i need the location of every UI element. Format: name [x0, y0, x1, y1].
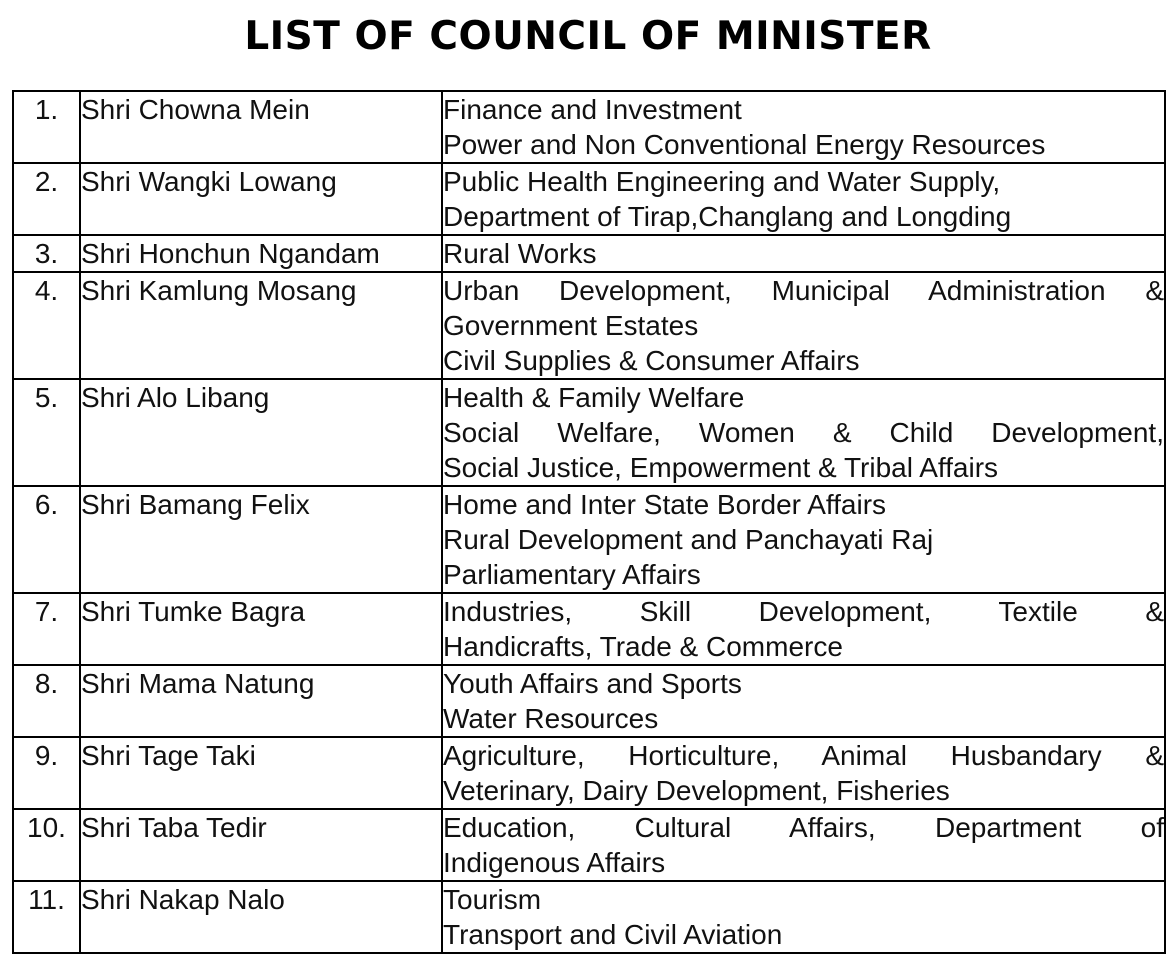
portfolio-cell	[442, 593, 1165, 665]
table-row	[13, 809, 1165, 881]
portfolio-cell	[442, 809, 1165, 881]
portfolio-line: Rural Works	[443, 238, 597, 269]
portfolio-line: Department of Tirap,Changlang and Longding	[443, 201, 1012, 232]
portfolio-line: Public Health Engineering and Water Supply,	[443, 166, 1001, 197]
page-title: LIST OF COUNCIL OF MINISTER	[244, 14, 932, 59]
table-row	[13, 163, 1165, 235]
portfolio-line: Education, Cultural Affairs, Department of	[443, 812, 1164, 843]
portfolio-cell	[442, 91, 1165, 163]
serial-number-cell: 10.	[13, 809, 80, 881]
minister-name-cell: Shri Taba Tedir	[80, 809, 442, 881]
portfolio-line: Parliamentary Affairs	[443, 559, 701, 590]
portfolio-line: Youth Affairs and Sports	[443, 668, 742, 699]
portfolio-line: Power and Non Conventional Energy Resources	[443, 129, 1046, 160]
minister-name-cell: Shri Tumke Bagra	[80, 593, 442, 665]
serial-number-cell: 6.	[13, 486, 80, 593]
table-row	[13, 486, 1165, 593]
portfolio-cell	[442, 163, 1165, 235]
portfolio-line: Transport and Civil Aviation	[443, 919, 783, 950]
minister-name-cell: Shri Mama Natung	[80, 665, 442, 737]
table-body	[13, 91, 1165, 953]
portfolio-line: Industries, Skill Development, Textile &	[443, 596, 1164, 627]
portfolio-line: Social Justice, Empowerment & Tribal Affairs	[443, 452, 999, 483]
portfolio-line: Indigenous Affairs	[443, 847, 666, 878]
serial-number-cell: 5.	[13, 379, 80, 486]
portfolio-cell	[442, 737, 1165, 809]
portfolio-line: Home and Inter State Border Affairs	[443, 489, 887, 520]
portfolio-line: Handicrafts, Trade & Commerce	[443, 631, 843, 662]
table-row	[13, 665, 1165, 737]
serial-number-cell: 11.	[13, 881, 80, 953]
council-of-ministers-table	[12, 90, 1166, 954]
minister-name-cell: Shri Wangki Lowang	[80, 163, 442, 235]
portfolio-line: Finance and Investment	[443, 94, 742, 125]
portfolio-line: Government Estates	[443, 310, 699, 341]
minister-name-cell: Shri Nakap Nalo	[80, 881, 442, 953]
minister-name-cell: Shri Chowna Mein	[80, 91, 442, 163]
table-row	[13, 881, 1165, 953]
table-row	[13, 91, 1165, 163]
serial-number-cell: 7.	[13, 593, 80, 665]
portfolio-cell	[442, 665, 1165, 737]
minister-name-cell: Shri Bamang Felix	[80, 486, 442, 593]
portfolio-cell	[442, 379, 1165, 486]
serial-number-cell: 1.	[13, 91, 80, 163]
portfolio-line: Agriculture, Horticulture, Animal Husbandary &	[443, 740, 1164, 771]
table-row	[13, 737, 1165, 809]
serial-number-cell: 9.	[13, 737, 80, 809]
serial-number-cell: 3.	[13, 235, 80, 272]
minister-name-cell: Shri Alo Libang	[80, 379, 442, 486]
portfolio-line: Urban Development, Municipal Administration &	[443, 275, 1164, 306]
portfolio-line: Civil Supplies & Consumer Affairs	[443, 345, 860, 376]
table-row	[13, 235, 1165, 272]
portfolio-line: Social Welfare, Women & Child Development,	[443, 417, 1164, 448]
table-row	[13, 272, 1165, 379]
portfolio-line: Tourism	[443, 884, 542, 915]
table-row	[13, 593, 1165, 665]
portfolio-cell	[442, 881, 1165, 953]
minister-name-cell: Shri Kamlung Mosang	[80, 272, 442, 379]
serial-number-cell: 4.	[13, 272, 80, 379]
portfolio-line: Veterinary, Dairy Development, Fisheries	[443, 775, 950, 806]
minister-name-cell: Shri Tage Taki	[80, 737, 442, 809]
serial-number-cell: 8.	[13, 665, 80, 737]
portfolio-cell	[442, 486, 1165, 593]
minister-name-cell: Shri Honchun Ngandam	[80, 235, 442, 272]
table-row	[13, 379, 1165, 486]
portfolio-line: Water Resources	[443, 703, 659, 734]
serial-number-cell: 2.	[13, 163, 80, 235]
portfolio-cell	[442, 235, 1165, 272]
portfolio-cell	[442, 272, 1165, 379]
portfolio-line: Rural Development and Panchayati Raj	[443, 524, 934, 555]
portfolio-line: Health & Family Welfare	[443, 382, 745, 413]
